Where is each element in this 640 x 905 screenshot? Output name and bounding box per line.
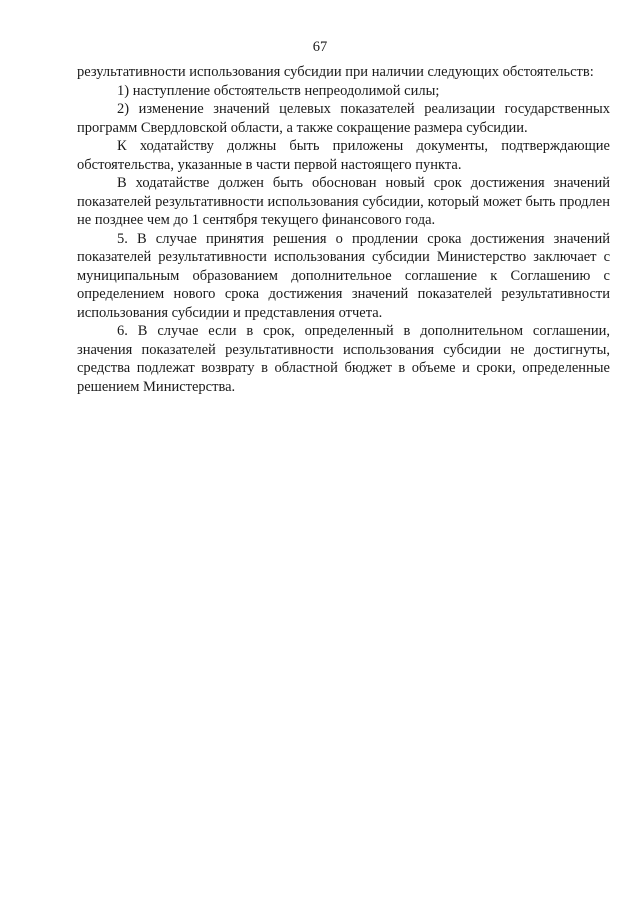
- paragraph-continuation: результативности использования субсидии при наличии следующих обстоятельств:: [77, 64, 594, 80]
- page-number: 67: [312, 39, 328, 55]
- paragraph-point-5: 5. В случае принятия решения о продлении срока достижения значений показателей результативности использования субсидии Министерство заключает с муниципальным образованием дополнительное соглашение к Соглашению с определением нового срока достижения значений показателей результативности использования субсидии и представления отчета.: [77, 230, 610, 321]
- paragraph-point-6: 6. В случае если в срок, определенный в дополнительном соглашении, значения показателей результативности использования субсидии не достигнуты, средства подлежат возврату в областной бюджет в объеме и сроки, определенные решением Министерства.: [77, 323, 610, 395]
- paragraph-item-1: 1) наступление обстоятельств непреодолимой силы;: [117, 82, 440, 99]
- body-text: [77, 63, 610, 396]
- paragraph-item-2: 2) изменение значений целевых показателей реализации государственных программ Свердловской области, а также сокращение размера субсидии.: [77, 101, 610, 136]
- paragraph-documents: К ходатайству должны быть приложены документы, подтверждающие обстоятельства, указанные в части первой настоящего пункта.: [77, 138, 610, 173]
- paragraph-new-deadline: В ходатайстве должен быть обоснован новый срок достижения значений показателей результативности использования субсидии, который может быть продлен не позднее чем до 1 сентября текущего финансового года.: [77, 175, 610, 228]
